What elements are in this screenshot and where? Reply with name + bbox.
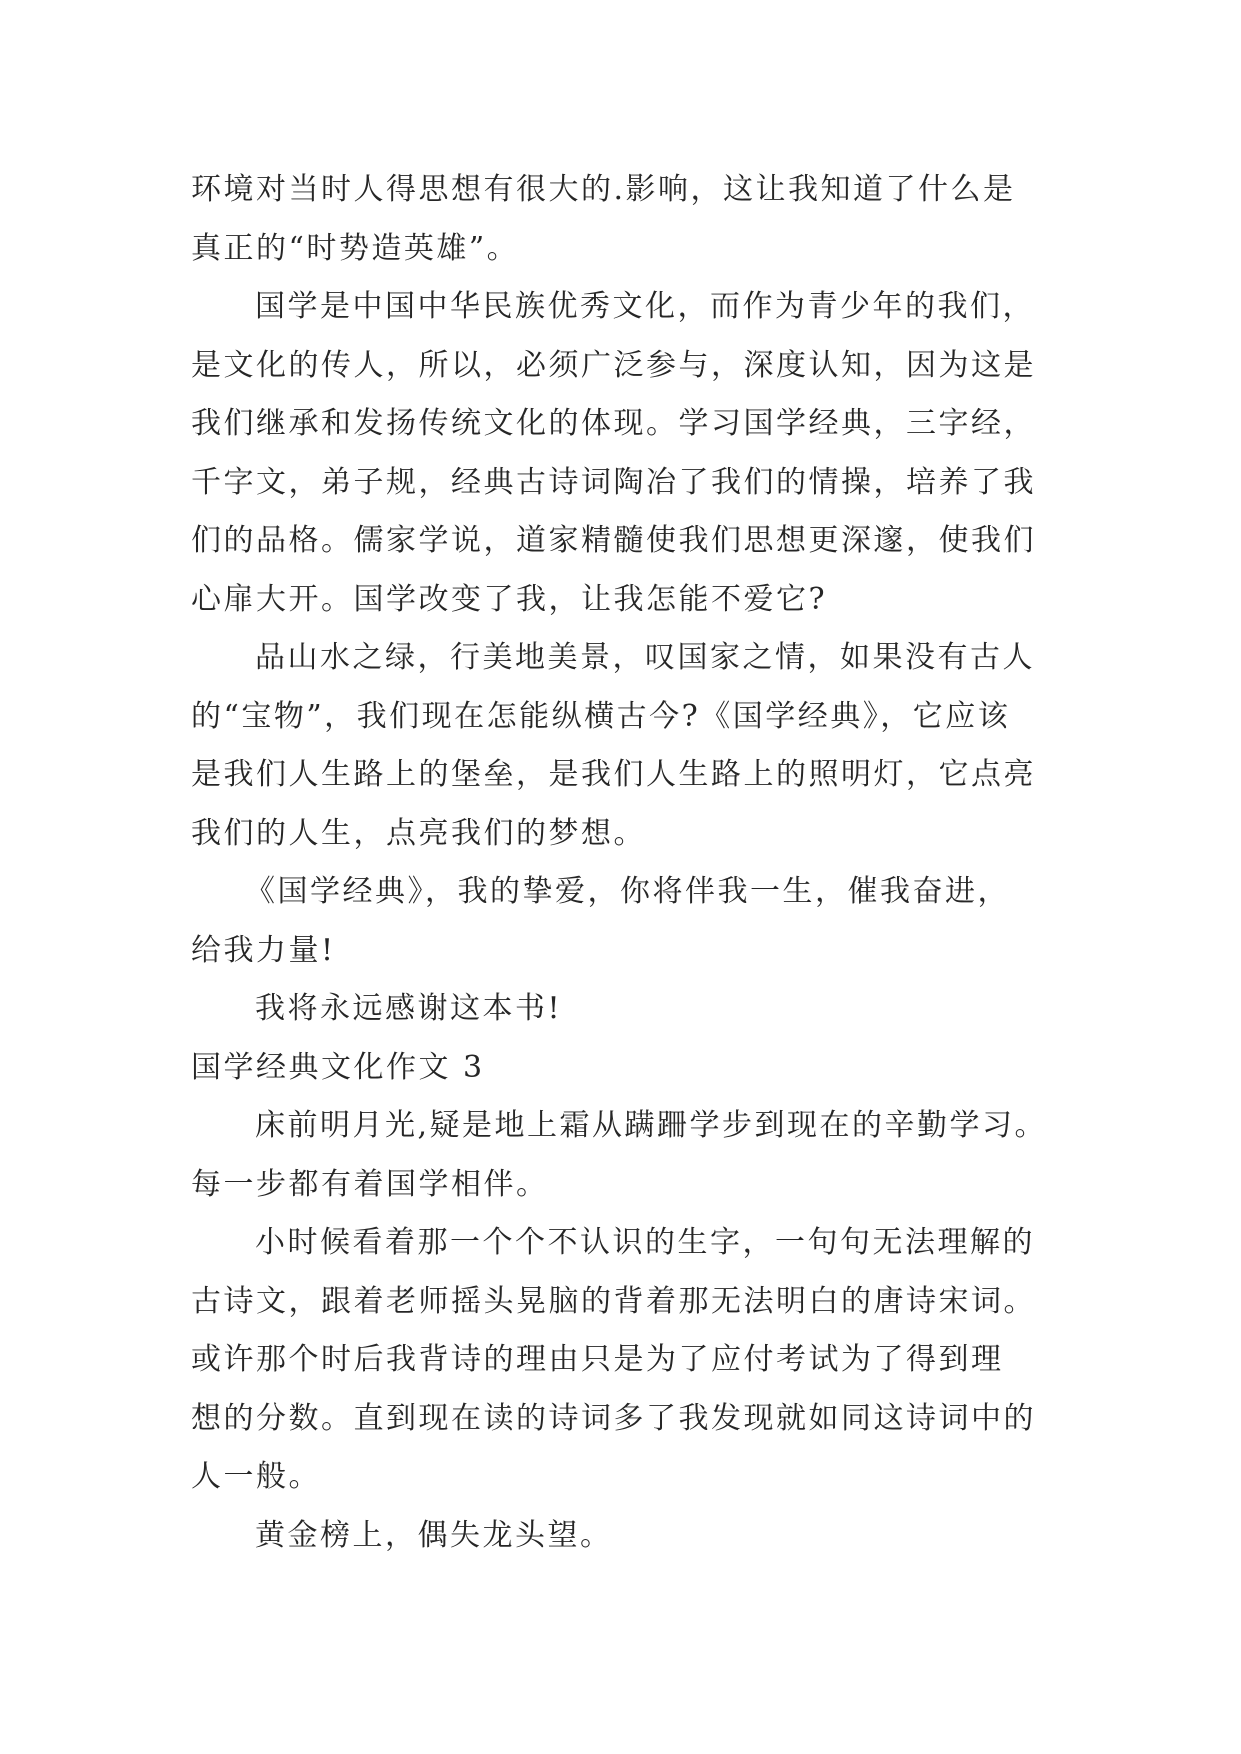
paragraph-start-line: 黄金榜上，偶失龙头望。 — [255, 1517, 613, 1553]
paragraph-start-line: 床前明月光,疑是地上霜从蹒跚学步到现在的辛勤学习。 — [255, 1108, 1048, 1143]
text-line: 古诗文，跟着老师摇头晃脑的背着那无法明白的唐诗宋词。 — [191, 1283, 1036, 1319]
paragraph-start-line: 《国学经典》，我的挚爱，你将伴我一生，催我奋进， — [245, 874, 1010, 909]
text-line: 环境对当时人得思想有很大的.影响，这让我知道了什么是 — [191, 172, 1016, 207]
document-body — [191, 161, 1051, 1565]
text-line: 想的分数。直到现在读的诗词多了我发现就如同这诗词中的 — [191, 1400, 1036, 1436]
paragraph-start-line: 小时候看着那一个个不认识的生字，一句句无法理解的 — [255, 1225, 1035, 1260]
text-line: 是文化的传人，所以，必须广泛参与，深度认知，因为这是 — [191, 347, 1036, 383]
text-line: 每一步都有着国学相伴。 — [191, 1166, 549, 1202]
text-line: 或许那个时后我背诗的理由只是为了应付考试为了得到理 — [191, 1342, 1004, 1377]
paragraph-start-line: 国学是中国中华民族优秀文化，而作为青少年的我们， — [255, 289, 1035, 324]
paragraph-start-line: 品山水之绿，行美地美景，叹国家之情，如果没有古人 — [255, 640, 1035, 675]
text-line: 是我们人生路上的堡垒，是我们人生路上的照明灯，它点亮 — [191, 757, 1036, 792]
text-line: 千字文，弟子规，经典古诗词陶冶了我们的情操，培养了我 — [191, 464, 1036, 500]
text-line: 心扉大开。国学改变了我，让我怎能不爱它? — [191, 581, 828, 617]
text-line: 我们继承和发扬传统文化的体现。学习国学经典，三字经， — [191, 406, 1036, 441]
text-line: 人一般。 — [191, 1459, 321, 1494]
text-line: 们的品格。儒家学说，道家精髓使我们思想更深邃，使我们 — [191, 523, 1036, 558]
text-line: 给我力量! — [191, 932, 336, 968]
section-heading: 国学经典文化作文 3 — [191, 1049, 485, 1085]
text-line: 的“宝物”，我们现在怎能纵横古今?《国学经典》，它应该 — [191, 698, 1011, 734]
paragraph-start-line: 我将永远感谢这本书! — [255, 991, 563, 1026]
text-line: 真正的“时势造英雄”。 — [191, 230, 520, 266]
text-line: 我们的人生，点亮我们的梦想。 — [191, 815, 646, 851]
